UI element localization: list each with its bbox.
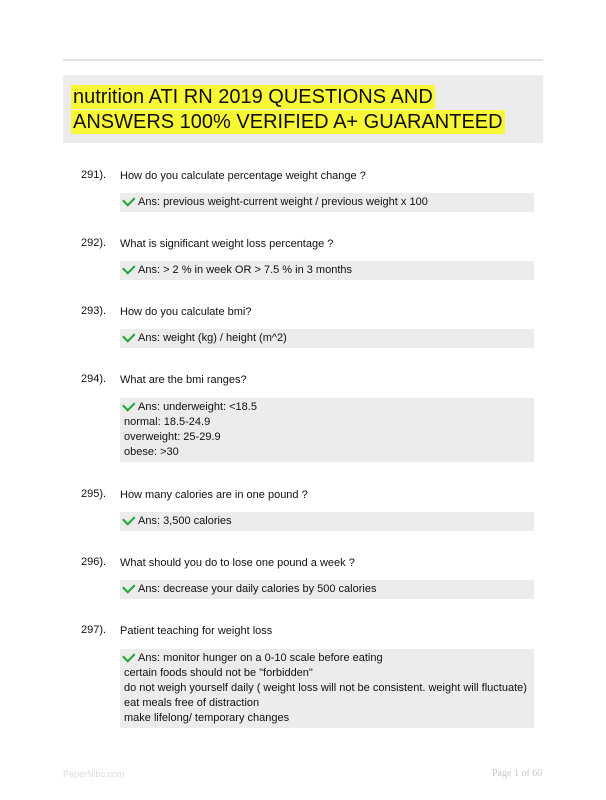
question-number: 296). [81,556,107,568]
question-number: 297). [81,624,107,636]
answer-line: obese: >30 [124,446,179,458]
answer-line: Ans: weight (kg) / height (m^2) [124,331,534,346]
answer-line: Ans: decrease your daily calories by 500 calories [124,582,534,597]
question-text: What should you do to lose one pound a week ? [120,557,355,569]
answer-box [120,649,534,728]
answer-line: overweight: 25-29.9 [124,431,221,443]
question-number: 291). [81,169,107,181]
page-number: Page 1 of 60 [492,768,543,779]
document-title-text: nutrition ATI RN 2019 QUESTIONS AND ANSWERS 100% VERIFIED A+ GUARANTEED [73,86,503,133]
answer-line: Ans: monitor hunger on a 0-10 scale before eating [124,651,534,666]
checkmark-icon [122,261,135,274]
question-number: 293). [81,305,107,317]
question-text: What are the bmi ranges? [120,374,247,386]
title-banner [63,75,543,143]
question-text: How do you calculate bmi? [120,306,252,318]
answer-line: certain foods should not be "forbidden" [124,667,313,679]
answer-box [120,329,534,348]
answer-box [120,580,534,599]
checkmark-icon [122,329,135,342]
checkmark-icon [122,398,135,411]
question-number: 295). [81,488,107,500]
answer-line: eat meals free of distraction [124,697,260,709]
answer-line: make lifelong/ temporary changes [124,712,290,724]
answer-line: Ans: 3,500 calories [124,514,534,529]
question-text: How do you calculate percentage weight change ? [120,170,366,182]
answer-line: Ans: > 2 % in week OR > 7.5 % in 3 months [124,263,534,278]
answer-line: Ans: underweight: <18.5 [124,400,534,415]
question-number: 294). [81,373,107,385]
document-title [71,85,537,135]
checkmark-icon [122,649,135,662]
answer-line: normal: 18.5-24.9 [124,416,211,428]
footer-watermark: PaperNibc.com [63,769,125,779]
question-text: How many calories are in one pound ? [120,489,308,501]
checkmark-icon [122,193,135,206]
answer-box [120,193,534,212]
question-text: Patient teaching for weight loss [120,625,273,637]
answer-line: do not weigh yourself daily ( weight loss will not be consistent. weight will fluctuate) [124,682,527,694]
question-number: 292). [81,237,107,249]
checkmark-icon [122,580,135,593]
question-text: What is significant weight loss percentage ? [120,238,334,250]
answer-line: Ans: previous weight-current weight / previous weight x 100 [124,195,534,210]
checkmark-icon [122,512,135,525]
answer-box [120,512,534,531]
top-divider [63,59,543,61]
answer-box [120,398,534,462]
answer-box [120,261,534,280]
